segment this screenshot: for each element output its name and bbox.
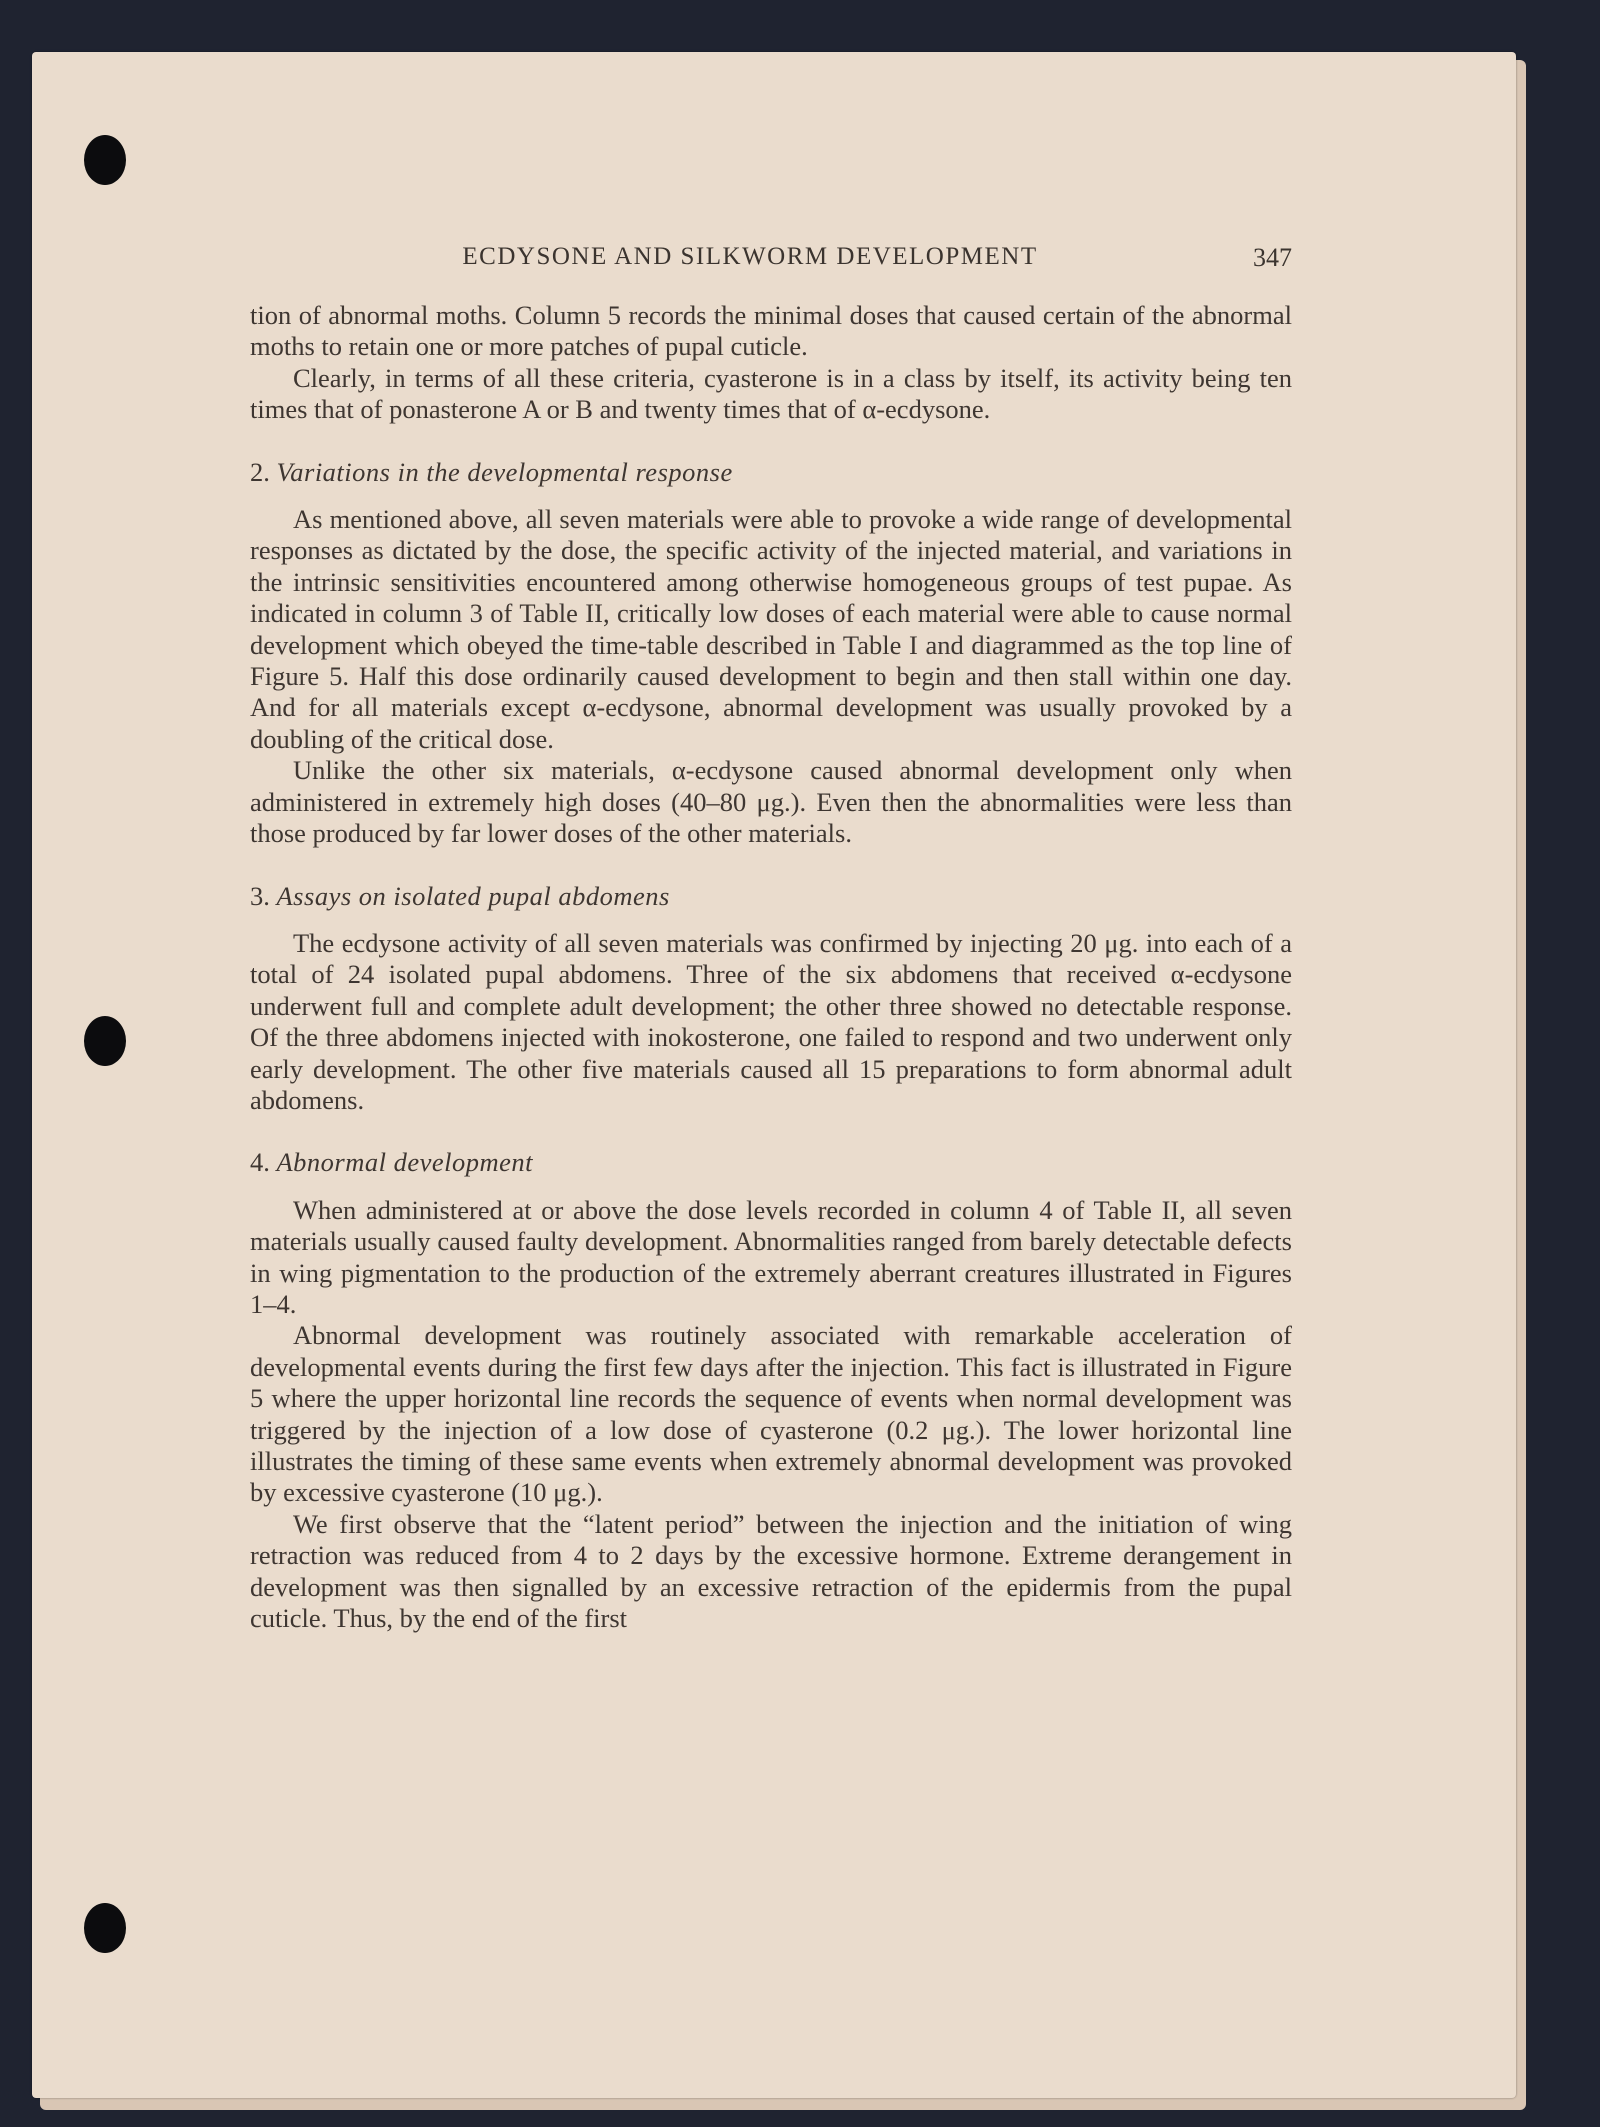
paragraph: As mentioned above, all seven materials were able to provoke a wide range of developmental responses as dictated by the dose, the specific activity of the injected material, and variations in the intrinsic sensitivities encountered among otherwise homogeneous groups of test pupae. As indicated in column 3 of Table II, critically low doses of each material were able to cause normal development which obeyed the time-table described in Table I and diagrammed as the top line of Figure 5. Half this dose ordinarily caused development to begin and then stall within one day. And for all materials except α-ecdysone, abnormal development was usually provoked by a doubling of the critical dose. [250, 504, 1292, 754]
paragraph: Clearly, in terms of all these criteria, cyasterone is in a class by itself, its activity being ten times that of ponasterone A or B and twenty times that of α-ecdysone. [250, 362, 1292, 425]
paragraph: Unlike the other six materials, α-ecdysone caused abnormal development only when administered in extremely high doses (40–80 μg.). Even then the abnormalities were less than those produced by far lower doses of the other materials. [250, 755, 1292, 849]
body-text [250, 300, 1292, 1634]
running-title: ECDYSONE AND SILKWORM DEVELOPMENT [462, 243, 1038, 270]
punch-hole-middle [84, 1016, 126, 1066]
paragraph: We first observe that the “latent period” between the injection and the initiation of wing retraction was reduced from 4 to 2 days by the excessive hormone. Extreme derangement in development was then signalled by an excessive retraction of the epidermis from the pupal cuticle. Thus, by the end of the first [250, 1508, 1292, 1634]
section-heading [250, 457, 1292, 488]
paragraph: When administered at or above the dose levels recorded in column 4 of Table II, all seven materials usually caused faulty development. Abnormalities ranged from barely detectable defects in wing pigmentation to the production of the extremely aberrant creatures illustrated in Figures 1–4. [250, 1194, 1292, 1319]
section-number: 2. [250, 456, 270, 487]
running-header [250, 243, 1292, 279]
section-number: 4. [250, 1147, 270, 1178]
page-number: 347 [1253, 243, 1292, 272]
paragraph: Abnormal development was routinely associated with remarkable acceleration of developmental events during the first few days after the injection. This fact is illustrated in Figure 5 where the upper horizontal line records the sequence of events when normal development was triggered by the injection of a low dose of cyasterone (0.2 μg.). The lower horizontal line illustrates the timing of these same events when extremely abnormal development was provoked by excessive cyasterone (10 μg.). [250, 1320, 1292, 1508]
punch-hole-bottom [84, 1903, 126, 1953]
section-title: Assays on isolated pupal abdomens [276, 880, 670, 911]
section-title: Variations in the developmental response [276, 456, 733, 487]
section-number: 3. [250, 880, 270, 911]
paragraph: tion of abnormal moths. Column 5 records the minimal doses that caused certain of the abnormal moths to retain one or more patches of pupal cuticle. [250, 300, 1292, 362]
section-heading [250, 1147, 1292, 1178]
section-heading [250, 881, 1292, 912]
paragraph: The ecdysone activity of all seven materials was confirmed by injecting 20 μg. into each of a total of 24 isolated pupal abdomens. Three of the six abdomens that received α-ecdysone underwent full and complete adult development; the other three showed no detectable response. Of the three abdomens injected with inokosterone, one failed to respond and two underwent only early development. The other five materials caused all 15 preparations to form abnormal adult abdomens. [250, 927, 1292, 1115]
section-title: Abnormal development [276, 1147, 534, 1178]
punch-hole-top [84, 135, 126, 185]
